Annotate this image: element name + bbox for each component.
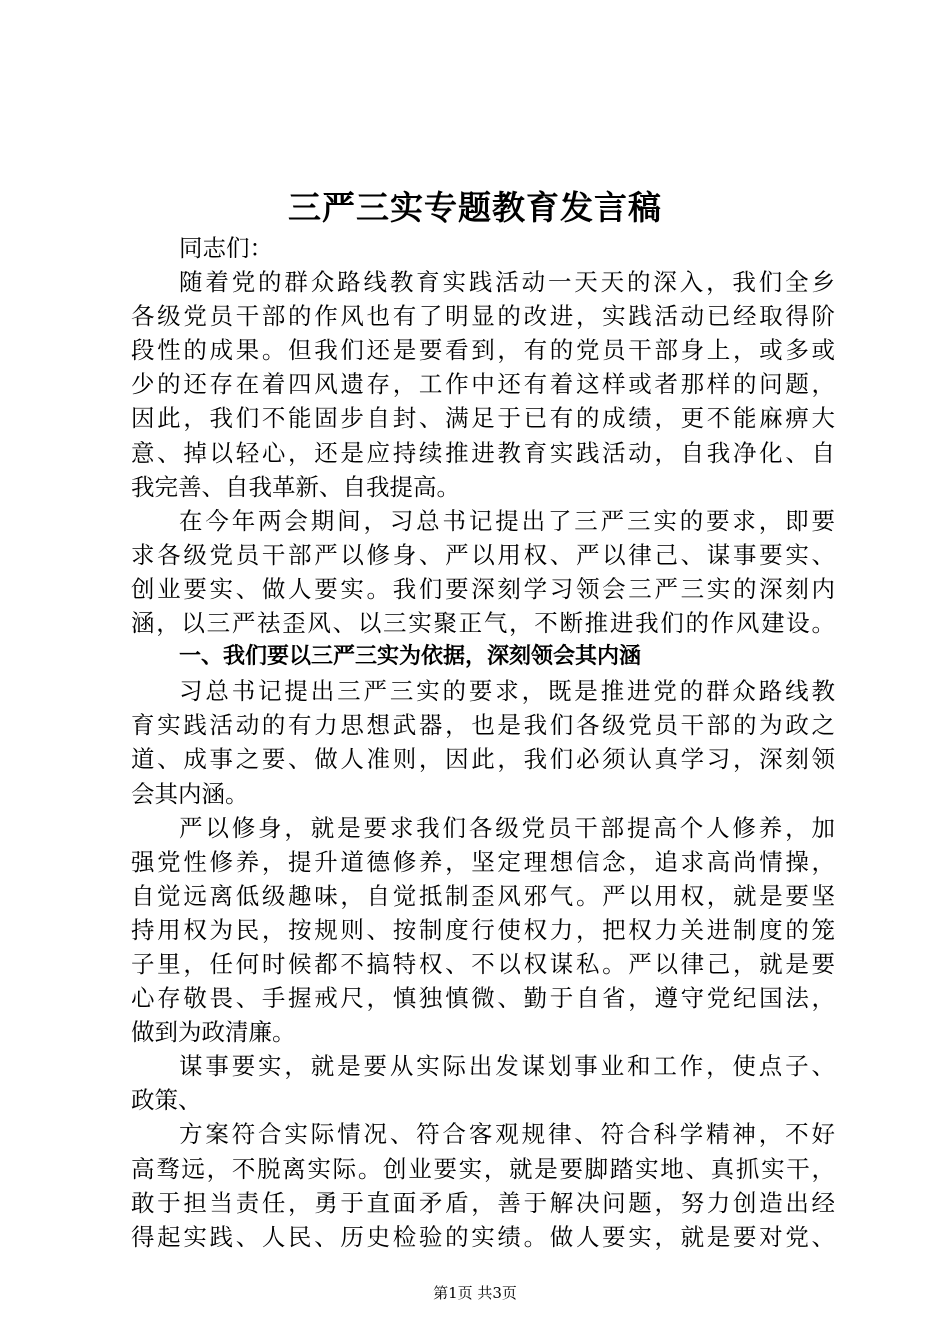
- document-title: 三严三实专题教育发言稿: [288, 188, 662, 227]
- paragraph-line: 创业要实、做人要实。我们要深刻学习领会三严三实的深刻内: [131, 574, 835, 603]
- section-heading: 一、我们要以三严三实为依据，深刻领会其内涵: [179, 644, 642, 670]
- paragraph-line: 得起实践、人民、历史检验的实绩。做人要实，就是要对党、: [131, 1222, 835, 1251]
- paragraph-line: 少的还存在着四风遗存，工作中还有着这样或者那样的问题，: [131, 370, 835, 399]
- paragraph-line: 各级党员干部的作风也有了明显的改进，实践活动已经取得阶: [131, 302, 835, 331]
- paragraph-line: 因此，我们不能固步自封、满足于已有的成绩，更不能麻痹大: [131, 404, 835, 433]
- paragraph-line: 段性的成果。但我们还是要看到，有的党员干部身上，或多或: [131, 336, 835, 365]
- paragraph-line: 谋事要实，就是要从实际出发谋划事业和工作，使点子、: [179, 1052, 835, 1081]
- paragraph-line: 敢于担当责任，勇于直面矛盾，善于解决问题，努力创造出经: [131, 1188, 835, 1217]
- paragraph-line: 意、掉以轻心，还是应持续推进教育实践活动，自我净化、自: [131, 438, 835, 467]
- page-number: 第1页 共3页: [433, 1284, 517, 1302]
- paragraph-line: 道、成事之要、做人准则，因此，我们必须认真学习，深刻领: [131, 745, 835, 774]
- paragraph-line: 高骛远，不脱离实际。创业要实，就是要脚踏实地、真抓实干，: [131, 1154, 835, 1183]
- paragraph-line: 育实践活动的有力思想武器，也是我们各级党员干部的为政之: [131, 711, 835, 740]
- paragraph-line: 涵，以三严祛歪风、以三实聚正气，不断推进我们的作风建设。: [131, 609, 835, 638]
- paragraph-line: 心存敬畏、手握戒尺，慎独慎微、勤于自省，遵守党纪国法，: [131, 984, 835, 1013]
- document-body: [131, 231, 835, 1254]
- paragraph-line: 会其内涵。: [131, 779, 249, 808]
- paragraph-line: 持用权为民，按规则、按制度行使权力，把权力关进制度的笼: [131, 915, 835, 944]
- paragraph-line: 习总书记提出三严三实的要求，既是推进党的群众路线教: [179, 677, 835, 706]
- paragraph-line: 求各级党员干部严以修身、严以用权、严以律己、谋事要实、: [131, 540, 835, 569]
- paragraph-line: 方案符合实际情况、符合客观规律、符合科学精神，不好: [179, 1120, 835, 1149]
- paragraph-line: 我完善、自我革新、自我提高。: [131, 472, 460, 501]
- paragraph-line: 做到为政清廉。: [131, 1018, 296, 1047]
- salutation: 同志们：: [179, 234, 273, 262]
- paragraph-line: 子里，任何时候都不搞特权、不以权谋私。严以律己，就是要: [131, 949, 835, 978]
- paragraph-line: 在今年两会期间，习总书记提出了三严三实的要求，即要: [179, 506, 835, 535]
- paragraph-line: 政策、: [131, 1086, 202, 1115]
- paragraph-line: 严以修身，就是要求我们各级党员干部提高个人修养，加: [179, 813, 835, 842]
- paragraph-line: 随着党的群众路线教育实践活动一天天的深入，我们全乡: [179, 268, 835, 297]
- paragraph-line: 自觉远离低级趣味，自觉抵制歪风邪气。严以用权，就是要坚: [131, 881, 835, 910]
- paragraph-line: 强党性修养，提升道德修养，坚定理想信念，追求高尚情操，: [131, 847, 835, 876]
